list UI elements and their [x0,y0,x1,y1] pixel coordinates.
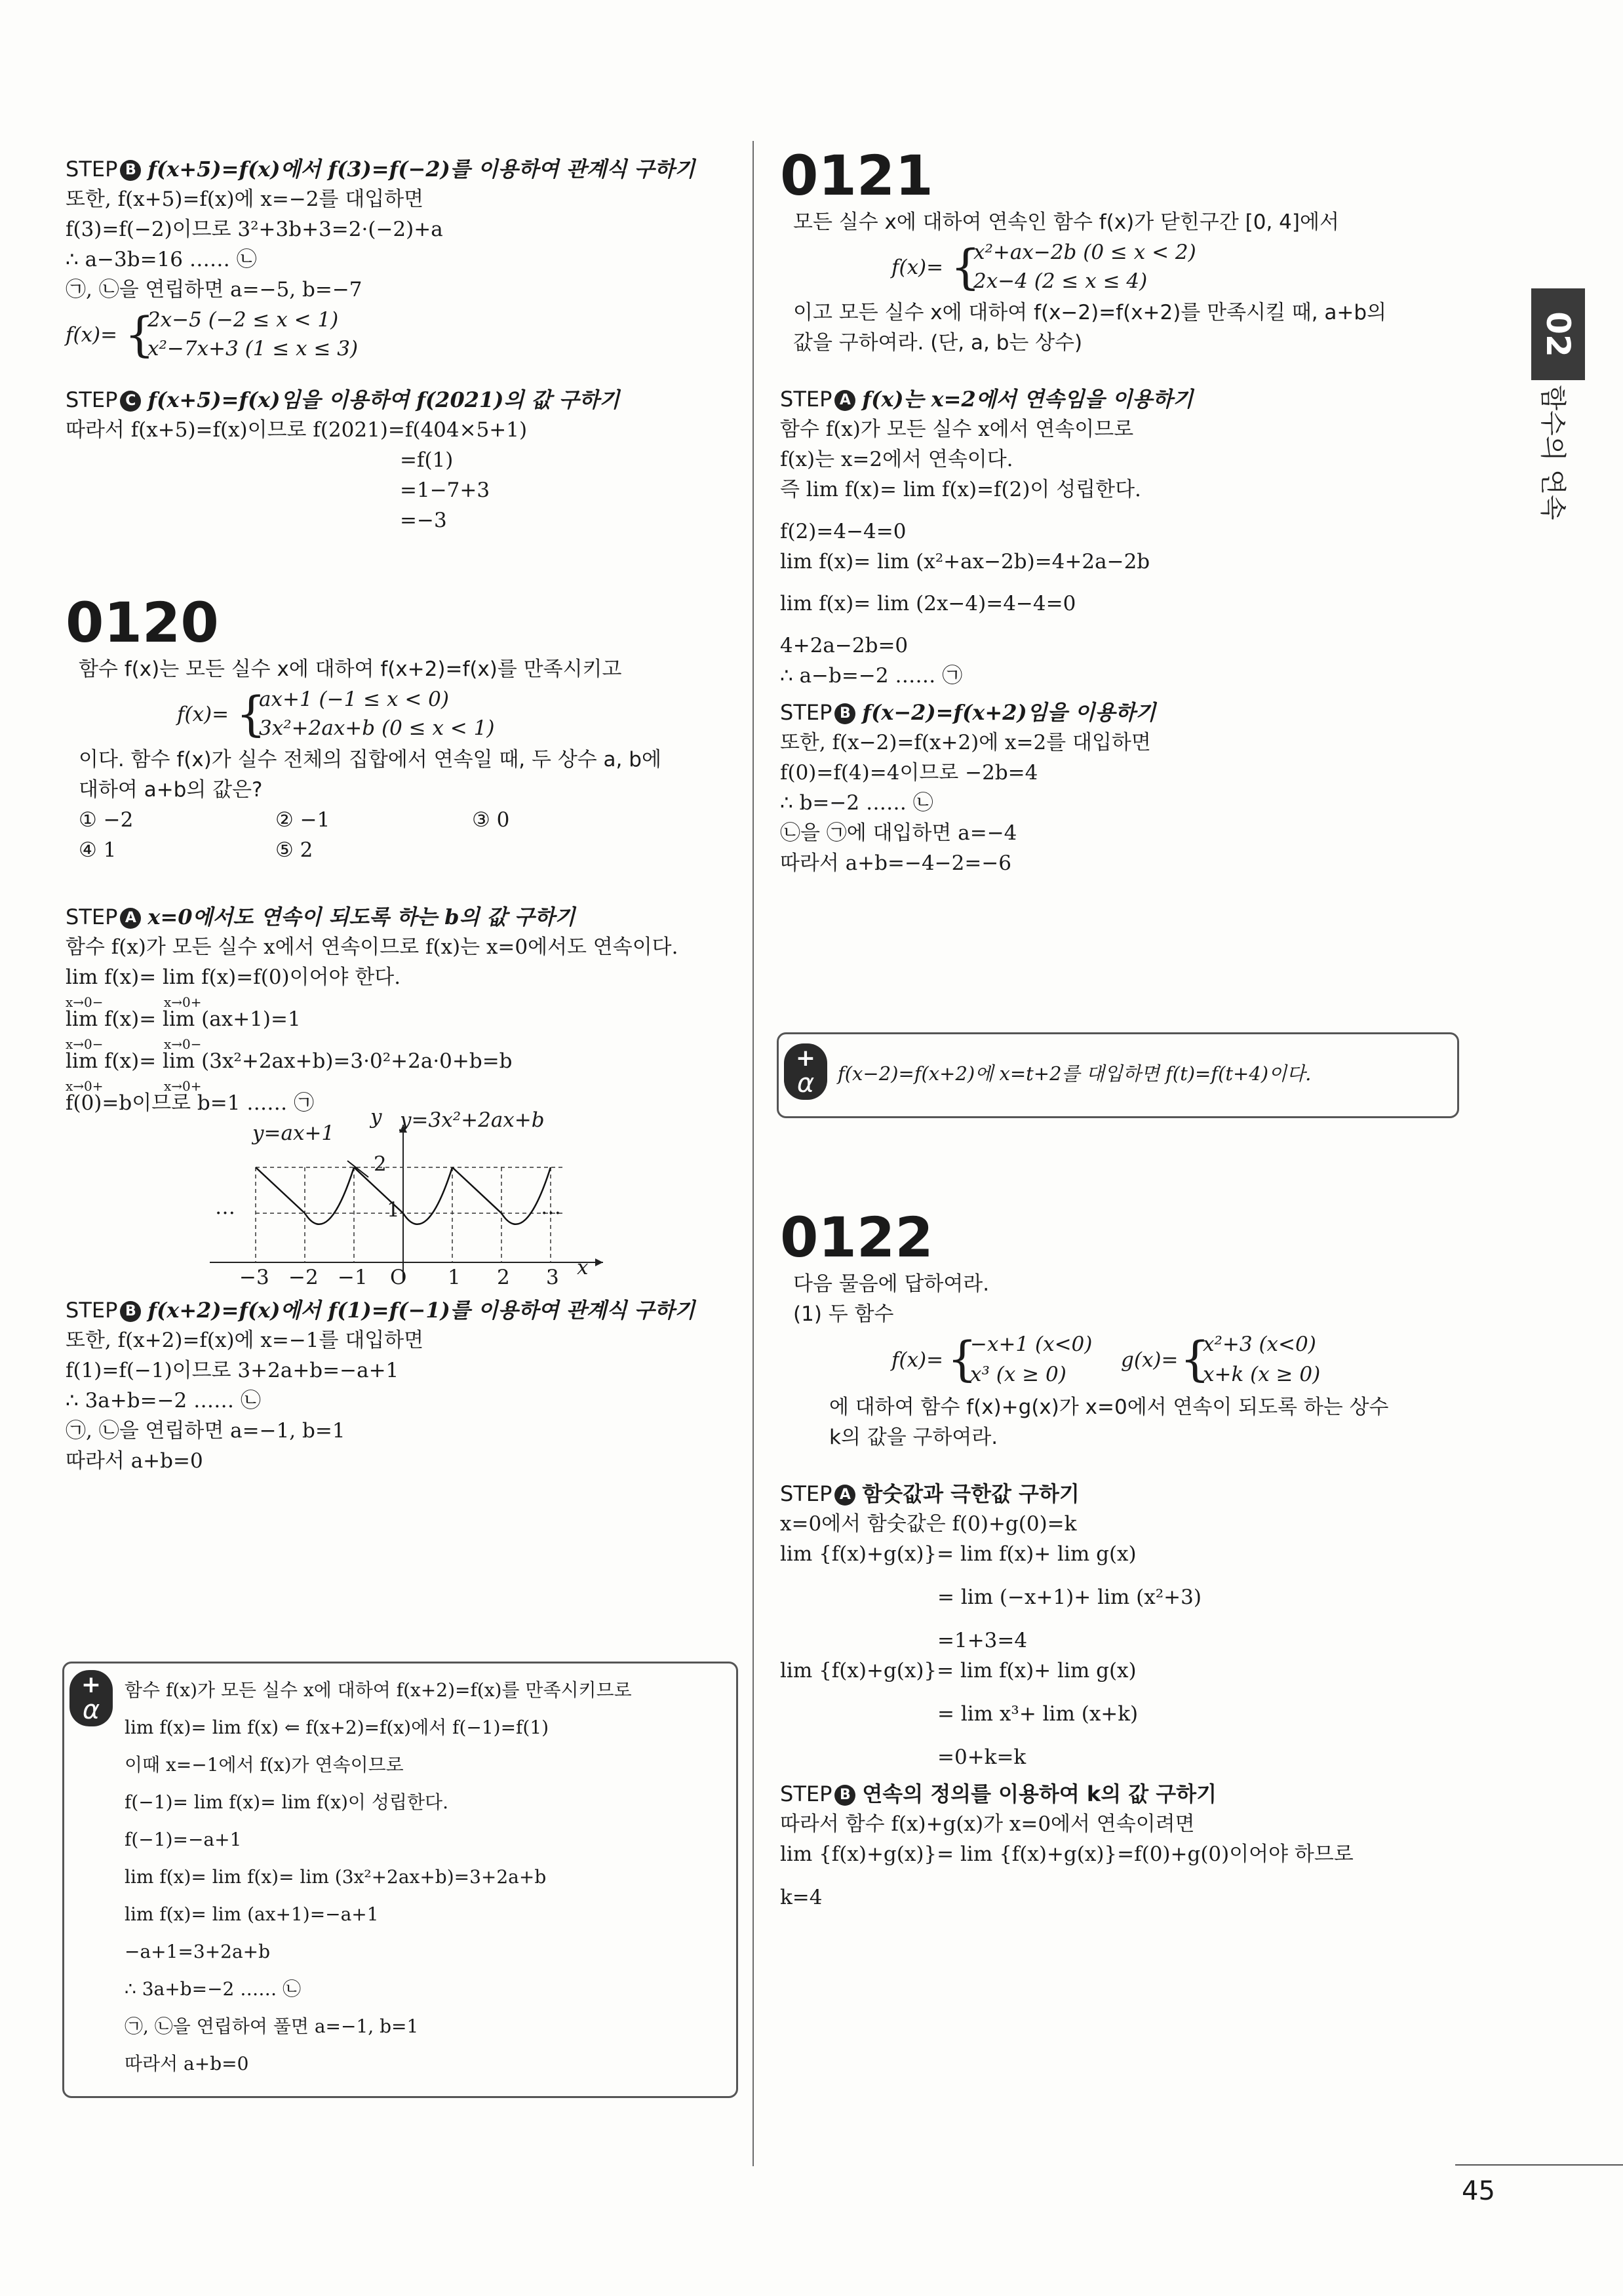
brace-icon: { [950,239,981,294]
text-line: f(0)=f(4)=4이므로 −2b=4 [780,761,1038,785]
brace-icon: { [236,686,266,741]
text-line: 함수 f(x)가 모든 실수 x에서 연속이므로 [780,418,1134,441]
piecewise-functions: f(x)= { −x+1 (x<0) x³ (x ≥ 0) g(x)= { x²+3 (x<0) x+k (x ≥ 0) [780,1329,1488,1392]
text-line: k=4 [780,1886,823,1909]
text-line: =1−7+3 [400,478,490,502]
step-heading: STEP B f(x−2)=f(x+2)임을 이용하기 [780,700,1156,725]
plus-alpha-icon: + α [784,1043,827,1100]
text-line: ∴ a−3b=16 …… ㉡ [66,248,257,271]
ellipsis: … [541,1196,561,1219]
tick-label: −3 [239,1266,269,1289]
tip-line: f(x−2)=f(x+2)에 x=t+2를 대입하면 f(t)=f(t+4)이다. [838,1062,1312,1085]
text-line: 따라서 f(x+5)=f(x)이므로 f(2021)=f(404×5+1) [66,418,528,442]
text-line: ㉠, ㉡을 연립하면 a=−5, b=−7 [66,278,362,302]
option[interactable]: ③ 0 [472,808,510,832]
text-line: ㉠, ㉡을 연립하면 a=−1, b=1 [66,1419,345,1443]
tick-label: −2 [288,1266,319,1289]
math-line: lim {f(x)+g(x)}= lim f(x)+ lim g(x) [780,1659,1137,1683]
math-line: lim {f(x)+g(x)}= lim {f(x)+g(x)}=f(0)+g(0)이어야 하므로 [780,1842,1354,1866]
problem-text: 함수 f(x)는 모든 실수 x에 대하여 f(x+2)=f(x)를 만족시키고 [79,657,622,681]
text-line: f(2)=4−4=0 [780,520,907,543]
piecewise-function: f(x)= { 2x−5 (−2 ≤ x < 1) x²−7x+3 (1 ≤ x ≤ 3) [66,305,734,365]
page-number: 45 [1462,2176,1495,2206]
answer-options [66,835,734,865]
problem-number: 0120 [66,591,219,655]
tip-line: 함수 f(x)가 모든 실수 x에 대하여 f(x+2)=f(x)를 만족시키므로 [125,1679,632,1701]
text-line: ∴ 3a+b=−2 …… ㉡ [66,1389,261,1412]
tick-label: 1 [387,1198,400,1222]
tick-label: 1 [448,1266,461,1289]
text-line: 함수 f(x)가 모든 실수 x에서 연속이므로 f(x)는 x=0에서도 연속이다. [66,935,678,959]
step-heading: STEP A 함숫값과 극한값 구하기 [780,1481,1080,1506]
piecewise-function: f(x)= { x²+ax−2b (0 ≤ x < 2) 2x−4 (2 ≤ x ≤ 4) [780,237,1488,298]
tip-line: lim f(x)= lim (ax+1)=−a+1 [125,1903,379,1925]
page-rule [1455,2164,1623,2166]
text-line: f(0)=b이므로 b=1 …… ㉠ [66,1091,315,1115]
chapter-title: 함수의 연속 [1537,385,1568,520]
text-line: 따라서 a+b=0 [66,1449,203,1473]
tip-line: ㉠, ㉡을 연립하여 풀면 a=−1, b=1 [125,2015,419,2037]
ellipsis: … [215,1196,235,1219]
math-line: lim f(x)= lim f(x)=f(0)이어야 한다. x→0− x→0+ [66,965,401,1010]
step-heading: STEP C f(x+5)=f(x)임을 이용하여 f(2021)의 값 구하기 [66,387,620,412]
graph [66,1105,734,1289]
math-line: lim f(x)= lim (x²+ax−2b)=4+2a−2b [780,550,1150,574]
text-line: f(x)는 x=2에서 연속이다. [780,448,1013,471]
tick-label: 2 [497,1266,510,1289]
step-heading: STEP A x=0에서도 연속이 되도록 하는 b의 값 구하기 [66,905,576,929]
tick-label: 3 [546,1266,559,1289]
text-line: 또한, f(x+5)=f(x)에 x=−2를 대입하면 [66,187,424,211]
problem-text: k의 값을 구하여라. [829,1426,998,1449]
problem-text: 모든 실수 x에 대하여 연속인 함수 f(x)가 닫힌구간 [0, 4]에서 [793,210,1339,234]
math-line: =1+3=4 [937,1629,1028,1652]
option[interactable]: ④ 1 [79,838,117,862]
tick-label: O [390,1266,407,1289]
step-heading: STEP A f(x)는 x=2에서 연속임을 이용하기 [780,387,1194,412]
problem-0122 [780,1206,1488,1913]
chapter-tab: 02 [1531,288,1585,380]
math-line: lim f(x)= lim (ax+1)=1 x→0− x→0− [66,1007,301,1052]
text-line: 4+2a−2b=0 [780,634,909,657]
problem-text: (1) 두 함수 [793,1302,894,1326]
text-line: 따라서 a+b=−4−2=−6 [780,851,1012,875]
problem-text: 다음 물음에 답하여라. [793,1272,990,1296]
tip-line: lim f(x)= lim f(x) ⇐ f(x+2)=f(x)에서 f(−1)=f(1) [125,1717,549,1738]
problem-text: 값을 구하여라. (단, a, b는 상수) [793,331,1083,355]
left-column [66,147,734,1476]
tick-label: −1 [338,1266,368,1289]
text-line: 또한, f(x−2)=f(x+2)에 x=2를 대입하면 [780,731,1151,754]
tick-label: 2 [374,1152,387,1176]
problem-number: 0122 [780,1205,933,1270]
option[interactable]: ② −1 [275,808,330,832]
tip-box [62,1662,738,2098]
text-line: =f(1) [400,448,454,472]
axis-label: y [370,1105,382,1129]
column-divider [753,141,754,2166]
text-line: f(3)=f(−2)이므로 3²+3b+3=2·(−2)+a [66,218,443,241]
option[interactable]: ⑤ 2 [275,838,313,862]
step-heading: STEP B f(x+2)=f(x)에서 f(1)=f(−1)를 이용하여 관계식 구하기 [66,1298,695,1323]
text-line: ㉡을 ㉠에 대입하면 a=−4 [780,821,1017,845]
problem-number: 0121 [780,144,933,208]
brace-icon: { [947,1331,977,1386]
text-line: x=0에서 함숫값은 f(0)+g(0)=k [780,1512,1077,1536]
text-line: 또한, f(x+2)=f(x)에 x=−1를 대입하면 [66,1329,424,1352]
step-heading: STEP B f(x+5)=f(x)에서 f(3)=f(−2)를 이용하여 관계식 구하기 [66,157,695,182]
tip-line: 따라서 a+b=0 [125,2053,249,2074]
tip-line: ∴ 3a+b=−2 …… ㉡ [125,1978,302,2000]
text-line: ∴ a−b=−2 …… ㉠ [780,664,963,688]
piecewise-function: f(x)= { ax+1 (−1 ≤ x < 0) 3x²+2ax+b (0 ≤ x < 1) [66,684,734,745]
graph-label: y=ax+1 [252,1121,335,1145]
option[interactable]: ① −2 [79,808,134,832]
plus-alpha-icon: + α [69,1670,113,1726]
problem-text: 에 대하여 함수 f(x)+g(x)가 x=0에서 연속이 되도록 하는 상수 [829,1395,1389,1419]
math-line: = lim (−x+1)+ lim (x²+3) [937,1586,1202,1609]
math-line: 즉 lim f(x)= lim f(x)=f(2)이 성립한다. [780,478,1141,501]
brace-icon: { [1180,1331,1210,1386]
tip-line: lim f(x)= lim f(x)= lim (3x²+2ax+b)=3+2a+b [125,1866,547,1888]
tip-line: 이때 x=−1에서 f(x)가 연속이므로 [125,1754,404,1776]
tip-box [777,1032,1459,1118]
step-heading: STEP B 연속의 정의를 이용하여 k의 값 구하기 [780,1781,1217,1806]
math-line: lim f(x)= lim (2x−4)=4−4=0 [780,592,1076,615]
math-line: lim f(x)= lim (3x²+2ax+b)=3·0²+2a·0+b=b x→0+ x→0+ [66,1049,513,1094]
graph-label: y=3x²+2ax+b [400,1108,545,1132]
text-line: 따라서 함수 f(x)+g(x)가 x=0에서 연속이려면 [780,1812,1195,1836]
right-column [780,144,1488,878]
problem-text: 대하여 a+b의 값은? [79,778,263,802]
tip-line: f(−1)= lim f(x)= lim f(x)이 성립한다. [125,1791,448,1813]
math-line: =0+k=k [937,1745,1027,1769]
tip-line: −a+1=3+2a+b [125,1941,271,1962]
axis-label: x [577,1256,589,1279]
problem-text: 이다. 함수 f(x)가 실수 전체의 집합에서 연속일 때, 두 상수 a, b에 [79,748,661,771]
brace-icon: { [125,307,155,362]
math-line: = lim x³+ lim (x+k) [937,1702,1139,1726]
text-line: f(1)=f(−1)이므로 3+2a+b=−a+1 [66,1359,399,1382]
text-line: ∴ b=−2 …… ㉡ [780,791,933,815]
answer-options [66,805,734,835]
tip-line: f(−1)=−a+1 [125,1829,242,1850]
text-line: =−3 [400,509,447,532]
problem-text: 이고 모든 실수 x에 대하여 f(x−2)=f(x+2)를 만족시킬 때, a+b의 [793,301,1387,324]
math-line: lim {f(x)+g(x)}= lim f(x)+ lim g(x) [780,1542,1137,1566]
